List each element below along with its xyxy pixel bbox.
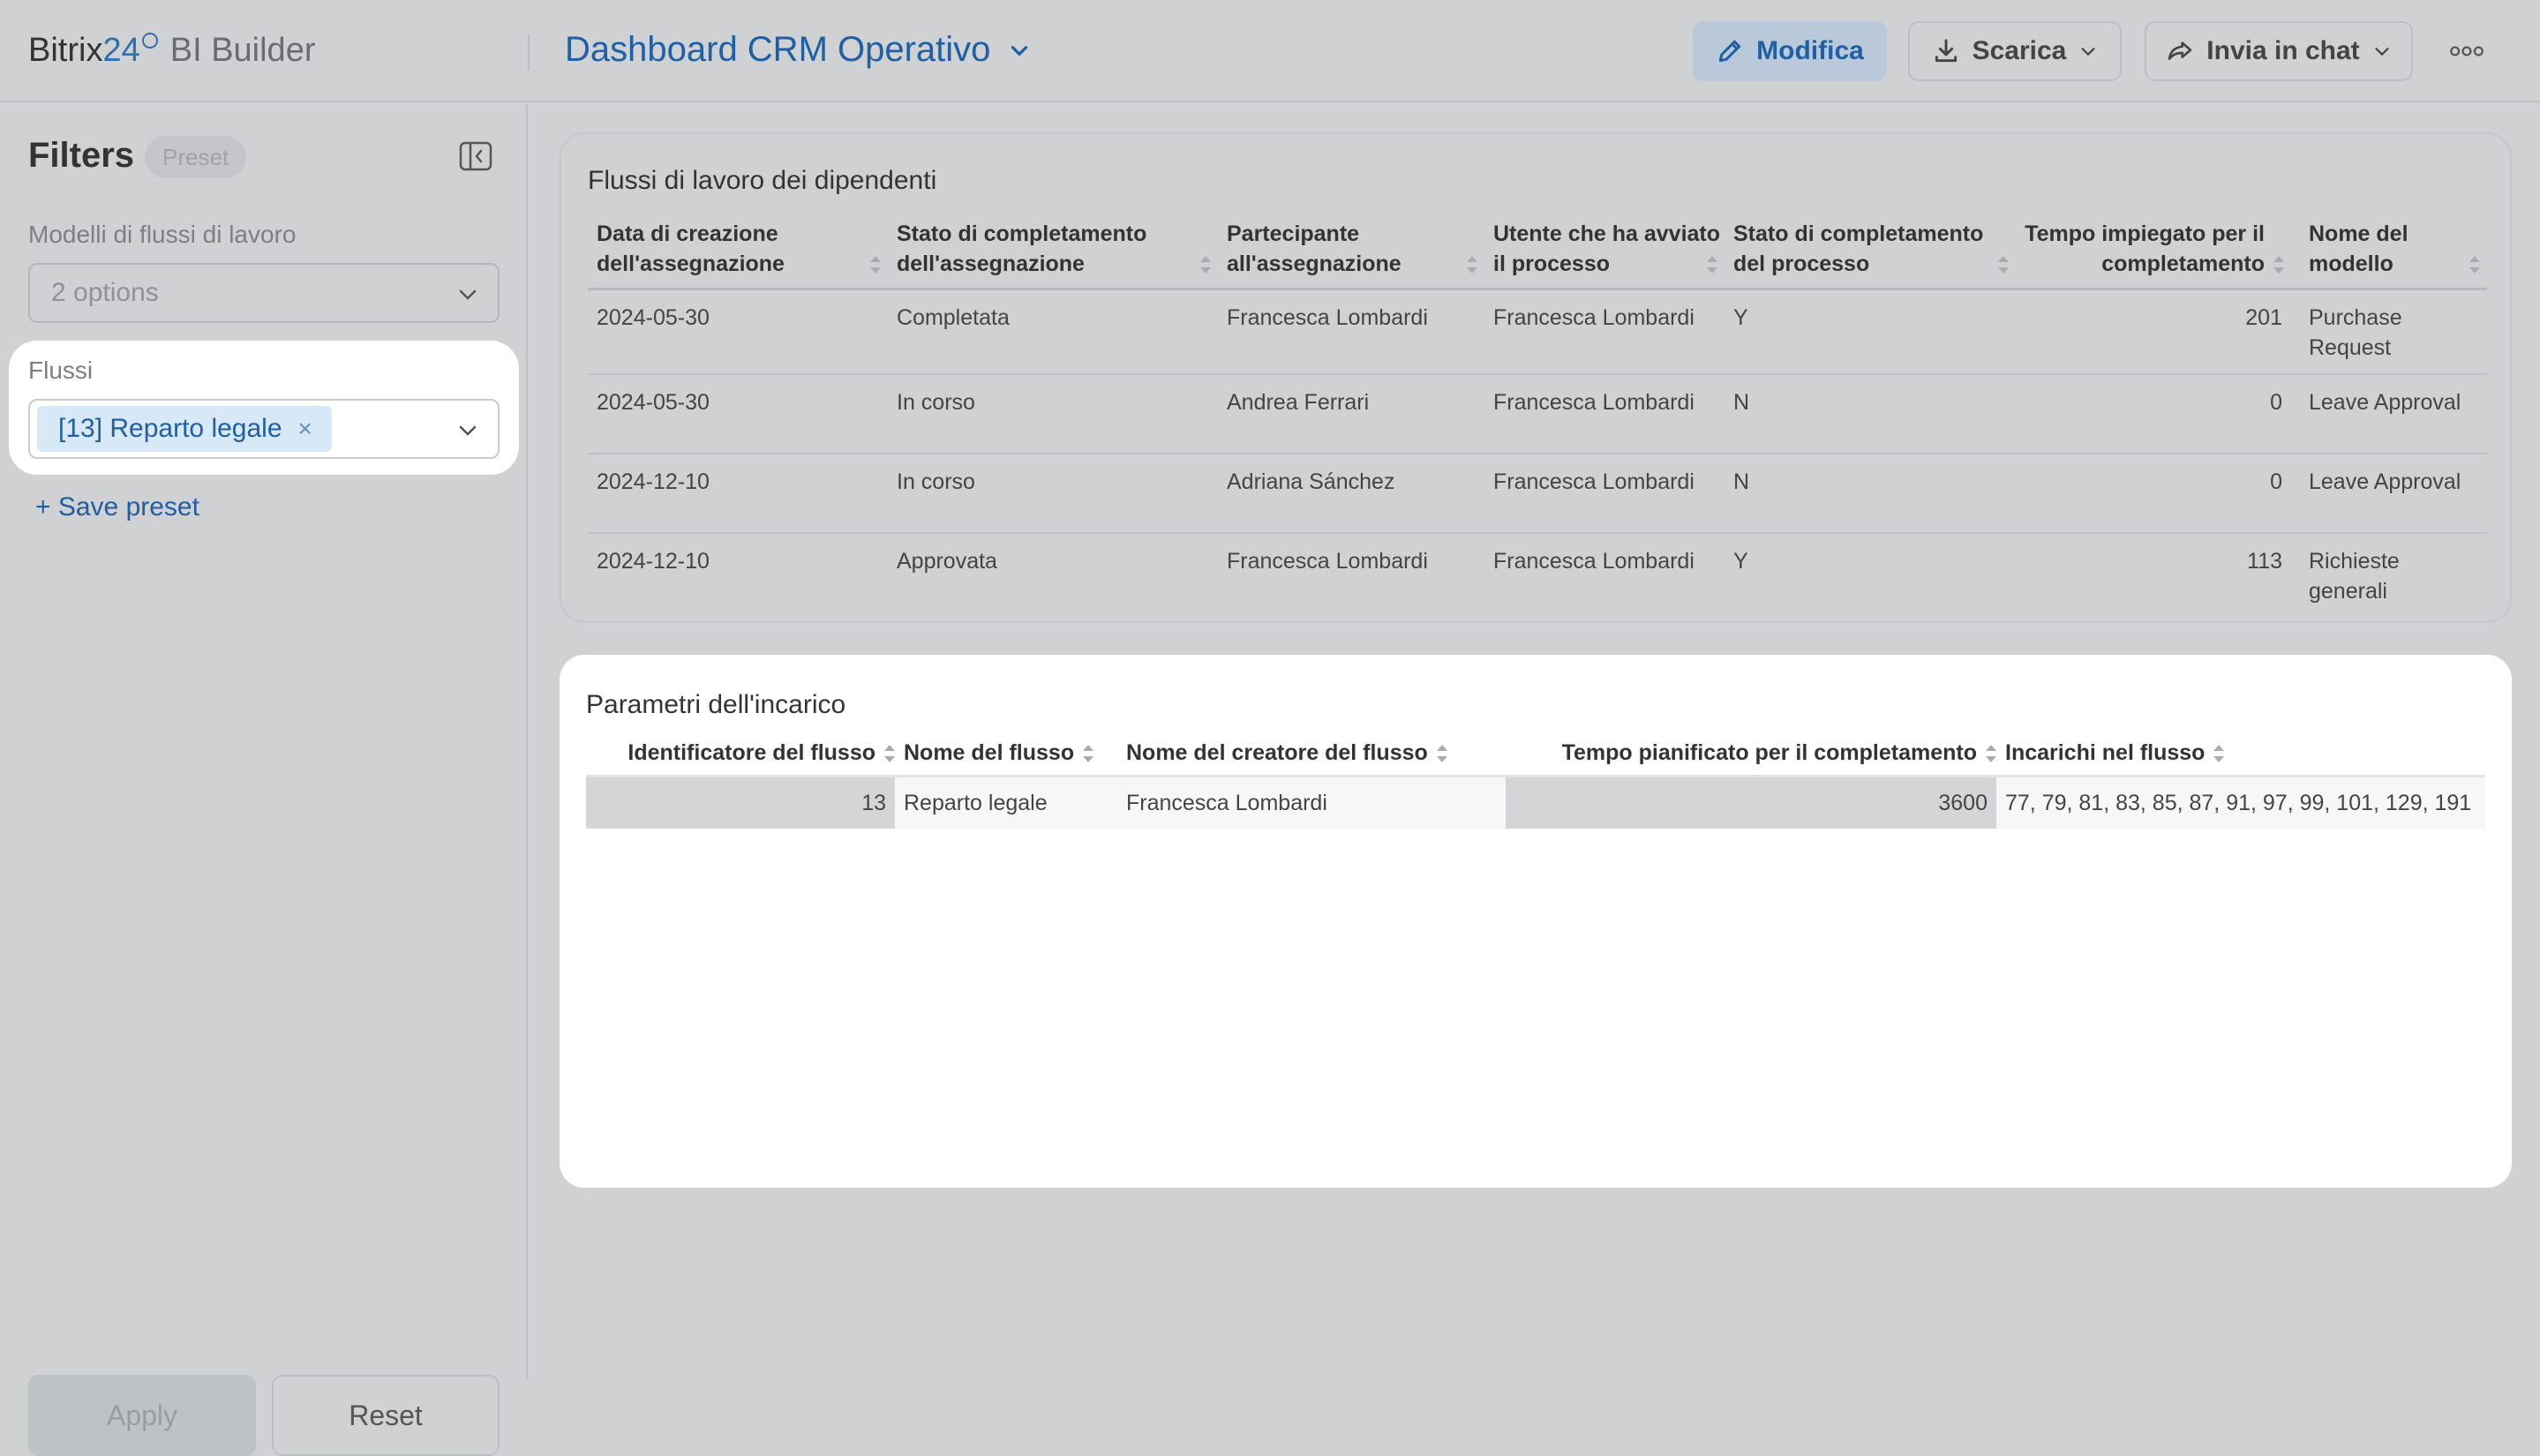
sort-icon[interactable] [1200,256,1211,274]
logo-product: BI Builder [169,32,316,69]
logo-clock-icon [142,33,158,49]
chevron-down-icon [2078,41,2098,61]
flows-filter-label: Flussi [28,356,94,384]
share-icon [2166,37,2194,65]
column-header[interactable]: Identificatore del flusso [586,738,895,777]
chevron-down-icon [457,420,478,441]
pencil-icon [1716,37,1744,65]
sort-icon[interactable] [1083,745,1093,762]
sort-icon[interactable] [1467,256,1477,274]
filters-sidebar [0,104,528,1431]
table-cell: Reparto legale [895,777,1117,829]
column-header[interactable]: Stato di completamento dell'assegnazione [888,219,1218,289]
table-cell: 3600 [1506,777,1996,829]
table-cell: Francesca Lombardi [1493,305,1695,330]
table-cell: Francesca Lombardi [1117,777,1506,829]
sort-icon[interactable] [2469,256,2480,274]
models-filter-select[interactable] [28,263,500,323]
chevron-down-icon [2372,41,2392,61]
assignment-parameters-card [560,655,2512,1188]
column-header[interactable]: Partecipante all'assegnazione [1218,219,1484,289]
edit-label: Modifica [1756,36,1864,65]
table-header-row [588,219,2487,289]
table-cell: 113 [2247,549,2282,574]
reset-button[interactable]: Reset [272,1375,500,1456]
sort-icon[interactable] [1707,256,1717,274]
chip-remove-icon[interactable]: × [297,415,312,442]
table-cell: Francesca Lombardi [1493,549,1695,574]
table-row [588,533,2487,617]
table-cell: N [1733,390,1750,415]
preset-badge[interactable]: Preset [145,136,246,178]
column-header[interactable]: Tempo impiegato per il completamento [2016,219,2291,289]
save-preset-link[interactable]: + Save preset [35,492,199,522]
flows-filter-select[interactable] [28,399,500,459]
table-cell: 2024-12-10 [597,549,710,574]
logo-number: 24 [102,32,140,69]
card-title: Parametri dell'incarico [586,690,846,719]
table-row [588,374,2487,454]
column-header[interactable]: Incarichi nel flusso [1996,738,2485,777]
more-icon [2449,45,2484,57]
models-filter-value: 2 options [51,278,159,307]
column-header[interactable]: Stato di completamento del processo [1725,219,2016,289]
table-cell: Francesca Lombardi [1493,390,1695,415]
table-cell: 13 [586,777,895,829]
table-cell: Francesca Lombardi [1493,469,1695,494]
sort-icon[interactable] [1998,256,2009,274]
sort-icon[interactable] [2273,256,2284,274]
send-to-chat-button[interactable] [2145,21,2413,81]
table-cell: Richieste generali [2309,549,2400,604]
column-header[interactable]: Tempo pianificato per il completamento [1506,738,1996,777]
table-cell: Y [1733,305,1748,330]
sort-icon[interactable] [884,745,895,762]
sort-icon[interactable] [1986,745,1996,762]
sort-icon[interactable] [1437,745,1447,762]
table-cell: Francesca Lombardi [1227,549,1428,574]
table-cell: 0 [2270,469,2282,494]
column-header[interactable]: Nome del modello [2291,219,2487,289]
column-header[interactable]: Utente che ha avviato il processo [1493,221,1721,276]
chevron-down-icon [457,284,478,305]
table-header-row [586,738,2485,777]
app-logo[interactable] [28,32,315,70]
table-cell: Francesca Lombardi [1227,305,1428,330]
top-header [0,0,2540,102]
table-cell: Andrea Ferrari [1227,390,1370,415]
table-cell: 2024-05-30 [597,305,710,330]
table-row [586,777,2485,829]
table-cell: 77, 79, 81, 83, 85, 87, 91, 97, 99, 101, 129, 191 [1996,777,2485,829]
employee-workflows-card [560,132,2512,623]
models-filter-label: Modelli di flussi di lavoro [28,221,297,248]
table-cell: 2024-12-10 [597,469,710,494]
logo-brand: Bitrix [28,32,103,69]
header-divider [528,34,530,71]
table-cell: Approvata [897,549,997,574]
table-cell: 201 [2245,305,2282,330]
table-cell: In corso [897,390,975,415]
collapse-sidebar-icon[interactable] [459,141,492,171]
column-header[interactable]: Nome del creatore del flusso [1117,738,1506,777]
table-cell: 0 [2270,390,2282,415]
table-cell: N [1733,469,1750,494]
sort-icon[interactable] [2213,745,2224,762]
chevron-down-icon [1008,39,1031,62]
filters-title: Filters [28,136,135,175]
apply-button[interactable]: Apply [28,1375,256,1456]
table-cell: Y [1733,549,1748,574]
flow-chip-label: [13] Reparto legale [58,414,282,443]
parameters-table [586,738,2485,829]
table-cell: Leave Approval [2309,469,2461,494]
edit-button[interactable] [1693,21,1887,81]
download-label: Scarica [1972,36,2067,65]
dashboard-title-dropdown[interactable] [565,30,1031,70]
column-header[interactable]: Data di creazione dell'assegnazione [588,219,888,289]
more-options-button[interactable] [2436,21,2498,81]
table-cell: In corso [897,469,975,494]
dashboard-title: Dashboard CRM Operativo [565,30,991,69]
workflows-table [588,219,2487,617]
column-header[interactable]: Nome del flusso [895,738,1117,777]
table-row [588,454,2487,533]
table-row [588,289,2487,375]
sort-icon[interactable] [870,256,881,274]
table-cell: Purchase Request [2309,305,2402,360]
table-cell: 2024-05-30 [597,390,710,415]
table-cell: Adriana Sánchez [1227,469,1395,494]
send-label: Invia in chat [2206,36,2360,65]
download-button[interactable] [1908,21,2122,81]
flow-chip [37,406,332,452]
download-icon [1932,37,1960,65]
table-cell: Leave Approval [2309,390,2461,415]
card-title: Flussi di lavoro dei dipendenti [588,166,937,195]
table-cell: Completata [897,305,1010,330]
